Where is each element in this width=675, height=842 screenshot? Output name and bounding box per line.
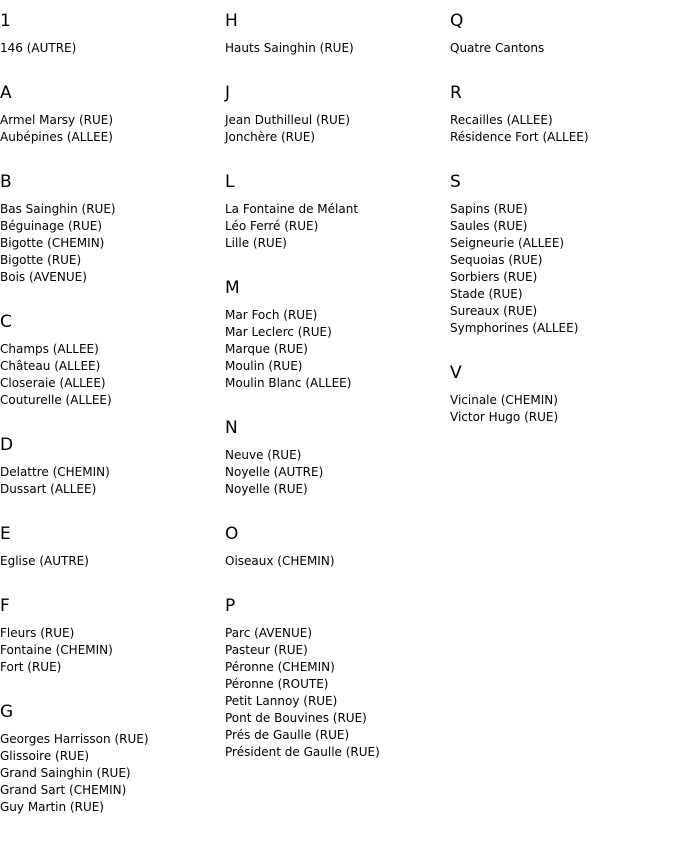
letter-group — [225, 10, 450, 57]
street-index-column-1 — [0, 10, 225, 841]
letter-heading: V — [450, 363, 462, 383]
letter-group — [225, 523, 450, 570]
street-index-column-2 — [225, 10, 450, 786]
letter-heading: J — [225, 83, 231, 103]
street-list — [450, 40, 675, 57]
street-entry: Petit Lannoy (RUE) — [225, 694, 338, 708]
street-list — [0, 731, 225, 816]
street-entry: Armel Marsy (RUE) — [0, 113, 114, 127]
street-list — [0, 341, 225, 409]
street-entry: Noyelle (AUTRE) — [225, 465, 324, 479]
street-list — [0, 553, 225, 570]
street-entry: Quatre Cantons — [450, 41, 545, 55]
street-entry: Eglise (AUTRE) — [0, 554, 89, 568]
street-entry: Aubépines (ALLEE) — [0, 130, 113, 144]
street-entry: Oiseaux (CHEMIN) — [225, 554, 335, 568]
street-entry: Léo Ferré (RUE) — [225, 219, 319, 233]
street-list — [450, 112, 675, 146]
street-entry: Mar Foch (RUE) — [225, 308, 318, 322]
street-entry: Sorbiers (RUE) — [450, 270, 538, 284]
street-entry: Jean Duthilleul (RUE) — [225, 113, 351, 127]
street-entry: Sureaux (RUE) — [450, 304, 538, 318]
street-list — [450, 392, 675, 426]
letter-group — [225, 82, 450, 146]
street-list — [0, 625, 225, 676]
letter-heading: F — [0, 596, 10, 616]
street-entry: Moulin Blanc (ALLEE) — [225, 376, 352, 390]
letter-group — [0, 82, 225, 146]
street-entry: Grand Sainghin (RUE) — [0, 766, 131, 780]
street-entry: Péronne (ROUTE) — [225, 677, 329, 691]
street-entry: Glissoire (RUE) — [0, 749, 90, 763]
letter-heading: A — [0, 83, 12, 103]
street-entry: Pasteur (RUE) — [225, 643, 308, 657]
letter-heading: B — [0, 172, 12, 192]
street-entry: Saules (RUE) — [450, 219, 528, 233]
letter-heading: O — [225, 524, 239, 544]
letter-heading: R — [450, 83, 462, 103]
street-entry: Georges Harrisson (RUE) — [0, 732, 149, 746]
street-list — [0, 201, 225, 286]
letter-group — [450, 362, 675, 426]
street-list — [225, 447, 450, 498]
street-entry: Seigneurie (ALLEE) — [450, 236, 565, 250]
street-entry: Résidence Fort (ALLEE) — [450, 130, 589, 144]
street-entry: Fort (RUE) — [0, 660, 62, 674]
letter-heading: Q — [450, 11, 464, 31]
street-entry: Sequoias (RUE) — [450, 253, 543, 267]
letter-group — [0, 311, 225, 409]
letter-heading: S — [450, 172, 461, 192]
letter-group — [0, 10, 225, 57]
street-entry: Marque (RUE) — [225, 342, 308, 356]
street-list — [0, 40, 225, 57]
street-entry: Hauts Sainghin (RUE) — [225, 41, 354, 55]
street-entry: Vicinale (CHEMIN) — [450, 393, 558, 407]
street-entry: Béguinage (RUE) — [0, 219, 103, 233]
street-entry: Victor Hugo (RUE) — [450, 410, 559, 424]
letter-heading: H — [225, 11, 238, 31]
letter-group — [0, 701, 225, 816]
street-list — [225, 112, 450, 146]
street-entry: Dussart (ALLEE) — [0, 482, 97, 496]
street-list — [0, 112, 225, 146]
street-entry: Pont de Bouvines (RUE) — [225, 711, 367, 725]
letter-group — [0, 434, 225, 498]
letter-heading: E — [0, 524, 11, 544]
street-entry: Delattre (CHEMIN) — [0, 465, 110, 479]
street-entry: Guy Martin (RUE) — [0, 800, 104, 814]
street-list — [225, 625, 450, 761]
letter-group — [450, 82, 675, 146]
street-entry: Président de Gaulle (RUE) — [225, 745, 380, 759]
street-list — [225, 307, 450, 392]
letter-heading: P — [225, 596, 236, 616]
street-entry: Symphorines (ALLEE) — [450, 321, 579, 335]
street-entry: Lille (RUE) — [225, 236, 287, 250]
letter-group — [0, 171, 225, 286]
letter-heading: L — [225, 172, 235, 192]
street-entry: Sapins (RUE) — [450, 202, 528, 216]
street-entry: Péronne (CHEMIN) — [225, 660, 335, 674]
street-entry: Champs (ALLEE) — [0, 342, 99, 356]
street-list — [450, 201, 675, 337]
letter-group — [0, 523, 225, 570]
street-entry: Château (ALLEE) — [0, 359, 101, 373]
street-entry: Closeraie (ALLEE) — [0, 376, 106, 390]
street-entry: Noyelle (RUE) — [225, 482, 308, 496]
street-entry: La Fontaine de Mélant — [225, 202, 359, 216]
letter-heading: C — [0, 312, 12, 332]
letter-group — [0, 595, 225, 676]
street-list — [0, 464, 225, 498]
street-entry: Grand Sart (CHEMIN) — [0, 783, 127, 797]
letter-heading: M — [225, 278, 240, 298]
street-entry: 146 (AUTRE) — [0, 41, 77, 55]
street-entry: Parc (AVENUE) — [225, 626, 313, 640]
street-entry: Bois (AVENUE) — [0, 270, 87, 284]
letter-heading: D — [0, 435, 14, 455]
letter-group — [225, 277, 450, 392]
letter-heading: 1 — [0, 11, 11, 31]
letter-group — [225, 417, 450, 498]
letter-group — [450, 10, 675, 57]
street-list — [225, 40, 450, 57]
street-entry: Bigotte (CHEMIN) — [0, 236, 105, 250]
street-entry: Moulin (RUE) — [225, 359, 303, 373]
street-entry: Mar Leclerc (RUE) — [225, 325, 332, 339]
street-entry: Couturelle (ALLEE) — [0, 393, 112, 407]
street-entry: Neuve (RUE) — [225, 448, 302, 462]
street-entry: Recailles (ALLEE) — [450, 113, 553, 127]
letter-group — [225, 171, 450, 252]
street-entry: Prés de Gaulle (RUE) — [225, 728, 350, 742]
street-list — [225, 201, 450, 252]
street-entry: Jonchère (RUE) — [225, 130, 316, 144]
street-entry: Fleurs (RUE) — [0, 626, 75, 640]
street-entry: Bigotte (RUE) — [0, 253, 82, 267]
letter-group — [225, 595, 450, 761]
letter-heading: N — [225, 418, 238, 438]
street-entry: Fontaine (CHEMIN) — [0, 643, 113, 657]
letter-group — [450, 171, 675, 337]
street-entry: Bas Sainghin (RUE) — [0, 202, 116, 216]
street-index-column-3 — [450, 10, 675, 451]
letter-heading: G — [0, 702, 14, 722]
street-entry: Stade (RUE) — [450, 287, 523, 301]
street-list — [225, 553, 450, 570]
